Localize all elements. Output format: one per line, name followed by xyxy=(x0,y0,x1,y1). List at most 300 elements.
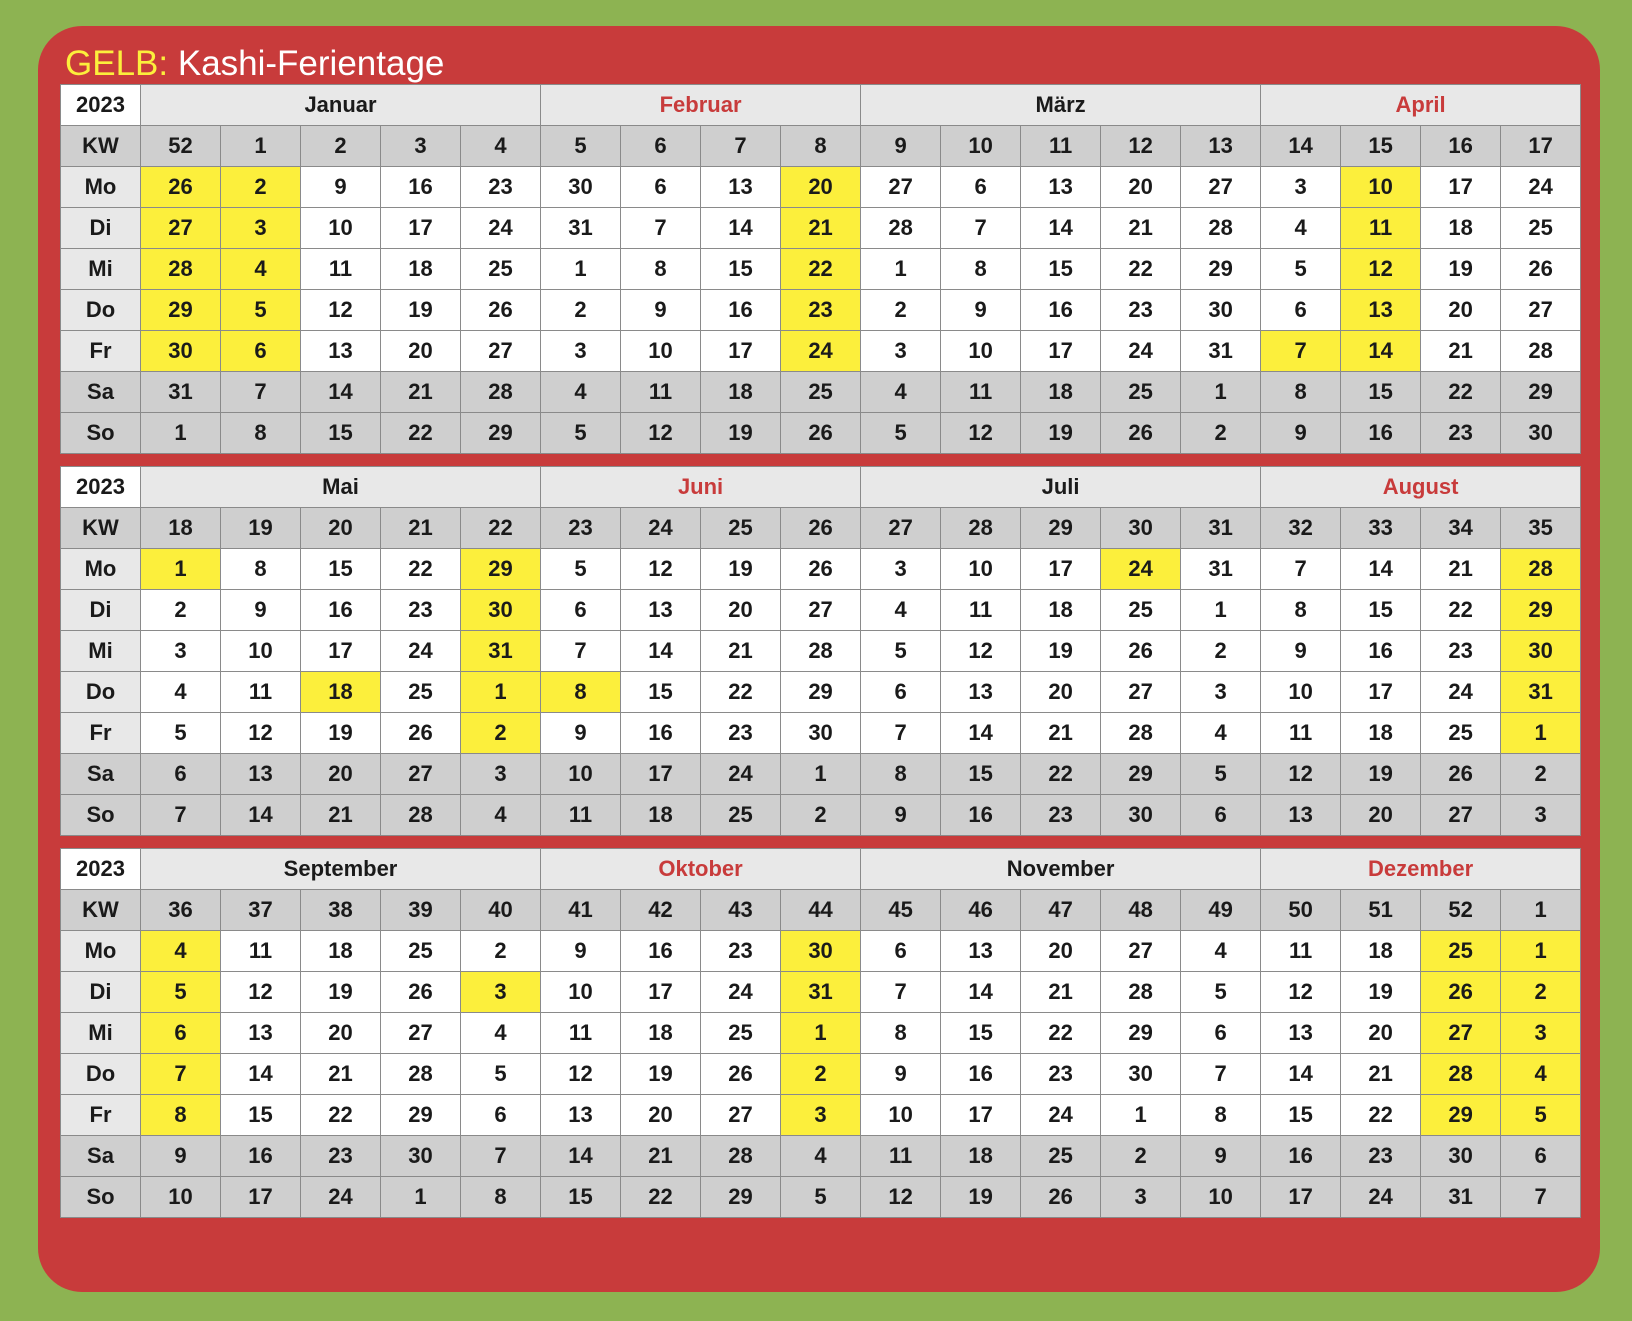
day-name: Fr xyxy=(61,331,141,372)
day-cell: 27 xyxy=(1421,795,1501,836)
month-header: Januar xyxy=(141,85,541,126)
day-cell: 3 xyxy=(861,331,941,372)
day-cell: 4 xyxy=(141,672,221,713)
day-cell: 20 xyxy=(1421,290,1501,331)
kw-label: KW xyxy=(61,508,141,549)
day-cell: 27 xyxy=(381,754,461,795)
week-number: 4 xyxy=(461,126,541,167)
week-number: 1 xyxy=(1501,890,1581,931)
day-cell: 23 xyxy=(1421,631,1501,672)
day-cell: 28 xyxy=(1181,208,1261,249)
day-cell: 11 xyxy=(621,372,701,413)
day-cell: 2 xyxy=(141,590,221,631)
holiday-day-cell: 29 xyxy=(141,290,221,331)
week-number: 6 xyxy=(621,126,701,167)
day-cell: 11 xyxy=(1261,931,1341,972)
week-number: 38 xyxy=(301,890,381,931)
day-cell: 14 xyxy=(541,1136,621,1177)
day-cell: 14 xyxy=(301,372,381,413)
day-cell: 17 xyxy=(1261,1177,1341,1218)
day-cell: 22 xyxy=(1021,1013,1101,1054)
day-cell: 25 xyxy=(381,672,461,713)
week-number: 21 xyxy=(381,508,461,549)
holiday-day-cell: 30 xyxy=(781,931,861,972)
day-cell: 28 xyxy=(1101,713,1181,754)
day-name: Sa xyxy=(61,372,141,413)
day-cell: 2 xyxy=(781,795,861,836)
week-number: 23 xyxy=(541,508,621,549)
week-number: 36 xyxy=(141,890,221,931)
day-cell: 1 xyxy=(381,1177,461,1218)
day-cell: 5 xyxy=(541,413,621,454)
day-name: Mo xyxy=(61,931,141,972)
day-cell: 6 xyxy=(461,1095,541,1136)
day-cell: 22 xyxy=(381,413,461,454)
day-cell: 22 xyxy=(701,672,781,713)
page-title xyxy=(65,40,444,88)
day-name: So xyxy=(61,413,141,454)
day-cell: 14 xyxy=(621,631,701,672)
day-cell: 27 xyxy=(381,1013,461,1054)
week-number: 25 xyxy=(701,508,781,549)
holiday-day-cell: 4 xyxy=(1501,1054,1581,1095)
day-cell: 3 xyxy=(1101,1177,1181,1218)
day-cell: 17 xyxy=(301,631,381,672)
day-cell: 26 xyxy=(381,972,461,1013)
day-cell: 15 xyxy=(541,1177,621,1218)
day-cell: 28 xyxy=(781,631,861,672)
day-cell: 31 xyxy=(1181,331,1261,372)
day-cell: 3 xyxy=(1181,672,1261,713)
day-cell: 16 xyxy=(1021,290,1101,331)
holiday-day-cell: 5 xyxy=(221,290,301,331)
day-cell: 1 xyxy=(141,413,221,454)
week-number: 9 xyxy=(861,126,941,167)
day-cell: 7 xyxy=(461,1136,541,1177)
day-cell: 20 xyxy=(1341,795,1421,836)
week-number: 49 xyxy=(1181,890,1261,931)
day-cell: 29 xyxy=(1181,249,1261,290)
day-name: Fr xyxy=(61,1095,141,1136)
day-cell: 15 xyxy=(301,549,381,590)
day-cell: 14 xyxy=(701,208,781,249)
day-cell: 16 xyxy=(621,931,701,972)
holiday-day-cell: 22 xyxy=(781,249,861,290)
day-cell: 31 xyxy=(541,208,621,249)
day-cell: 9 xyxy=(1261,413,1341,454)
holiday-day-cell: 1 xyxy=(141,549,221,590)
day-name: Di xyxy=(61,972,141,1013)
day-cell: 14 xyxy=(1021,208,1101,249)
holiday-day-cell: 30 xyxy=(1501,631,1581,672)
holiday-day-cell: 21 xyxy=(781,208,861,249)
day-cell: 16 xyxy=(1341,413,1421,454)
week-number: 15 xyxy=(1341,126,1421,167)
week-number: 20 xyxy=(301,508,381,549)
week-number: 3 xyxy=(381,126,461,167)
day-cell: 13 xyxy=(941,672,1021,713)
day-cell: 26 xyxy=(1101,631,1181,672)
day-cell: 4 xyxy=(781,1136,861,1177)
day-cell: 4 xyxy=(1181,713,1261,754)
day-name: Fr xyxy=(61,713,141,754)
day-cell: 13 xyxy=(541,1095,621,1136)
day-cell: 27 xyxy=(701,1095,781,1136)
day-cell: 22 xyxy=(1421,590,1501,631)
day-cell: 4 xyxy=(861,372,941,413)
day-cell: 18 xyxy=(621,1013,701,1054)
week-number: 29 xyxy=(1021,508,1101,549)
day-cell: 28 xyxy=(1501,331,1581,372)
day-cell: 15 xyxy=(301,413,381,454)
day-cell: 25 xyxy=(1101,372,1181,413)
week-number: 7 xyxy=(701,126,781,167)
week-number: 12 xyxy=(1101,126,1181,167)
day-cell: 12 xyxy=(221,972,301,1013)
day-cell: 30 xyxy=(1421,1136,1501,1177)
day-cell: 14 xyxy=(1261,1054,1341,1095)
holiday-day-cell: 6 xyxy=(141,1013,221,1054)
day-cell: 21 xyxy=(381,372,461,413)
holiday-day-cell: 1 xyxy=(461,672,541,713)
holiday-day-cell: 14 xyxy=(1341,331,1421,372)
day-cell: 1 xyxy=(861,249,941,290)
day-cell: 12 xyxy=(621,549,701,590)
day-cell: 26 xyxy=(1501,249,1581,290)
month-header: April xyxy=(1261,85,1581,126)
day-cell: 24 xyxy=(701,754,781,795)
day-cell: 24 xyxy=(381,631,461,672)
day-cell: 21 xyxy=(1101,208,1181,249)
day-cell: 4 xyxy=(461,795,541,836)
day-cell: 6 xyxy=(861,931,941,972)
day-cell: 31 xyxy=(1181,549,1261,590)
day-cell: 30 xyxy=(1101,795,1181,836)
day-cell: 9 xyxy=(541,931,621,972)
day-cell: 21 xyxy=(1021,972,1101,1013)
day-cell: 5 xyxy=(461,1054,541,1095)
day-cell: 22 xyxy=(621,1177,701,1218)
day-cell: 5 xyxy=(1261,249,1341,290)
day-cell: 12 xyxy=(221,713,301,754)
day-cell: 16 xyxy=(301,590,381,631)
day-cell: 18 xyxy=(1021,372,1101,413)
holiday-day-cell: 7 xyxy=(141,1054,221,1095)
holiday-day-cell: 13 xyxy=(1341,290,1421,331)
day-cell: 9 xyxy=(141,1136,221,1177)
holiday-day-cell: 31 xyxy=(461,631,541,672)
day-cell: 12 xyxy=(301,290,381,331)
holiday-day-cell: 26 xyxy=(1421,972,1501,1013)
day-cell: 13 xyxy=(221,754,301,795)
holiday-day-cell: 29 xyxy=(461,549,541,590)
day-cell: 11 xyxy=(1261,713,1341,754)
calendar-block xyxy=(60,848,1581,1218)
day-cell: 18 xyxy=(1021,590,1101,631)
day-cell: 21 xyxy=(301,795,381,836)
month-header: Oktober xyxy=(541,849,861,890)
day-cell: 27 xyxy=(461,331,541,372)
day-cell: 11 xyxy=(541,795,621,836)
calendar-block xyxy=(60,84,1581,454)
day-cell: 27 xyxy=(781,590,861,631)
holiday-day-cell: 20 xyxy=(781,167,861,208)
day-cell: 20 xyxy=(701,590,781,631)
day-cell: 10 xyxy=(941,549,1021,590)
day-cell: 7 xyxy=(221,372,301,413)
week-number: 34 xyxy=(1421,508,1501,549)
day-cell: 16 xyxy=(941,1054,1021,1095)
day-cell: 19 xyxy=(1341,972,1421,1013)
day-cell: 8 xyxy=(621,249,701,290)
day-cell: 19 xyxy=(1341,754,1421,795)
day-cell: 29 xyxy=(701,1177,781,1218)
day-cell: 1 xyxy=(541,249,621,290)
day-cell: 26 xyxy=(781,549,861,590)
day-cell: 11 xyxy=(541,1013,621,1054)
day-cell: 10 xyxy=(221,631,301,672)
day-cell: 8 xyxy=(221,413,301,454)
day-cell: 21 xyxy=(301,1054,381,1095)
holiday-day-cell: 5 xyxy=(1501,1095,1581,1136)
day-cell: 19 xyxy=(1421,249,1501,290)
holiday-day-cell: 29 xyxy=(1501,590,1581,631)
day-cell: 7 xyxy=(861,972,941,1013)
day-cell: 28 xyxy=(381,795,461,836)
day-cell: 15 xyxy=(1021,249,1101,290)
holiday-day-cell: 2 xyxy=(1501,972,1581,1013)
day-cell: 26 xyxy=(381,713,461,754)
week-number: 16 xyxy=(1421,126,1501,167)
day-cell: 19 xyxy=(621,1054,701,1095)
day-cell: 28 xyxy=(381,1054,461,1095)
day-cell: 15 xyxy=(1341,372,1421,413)
title-highlight: GELB xyxy=(65,44,159,83)
week-number: 10 xyxy=(941,126,1021,167)
year-label: 2023 xyxy=(61,467,141,508)
week-number: 47 xyxy=(1021,890,1101,931)
day-cell: 22 xyxy=(1421,372,1501,413)
day-cell: 28 xyxy=(1101,972,1181,1013)
holiday-day-cell: 28 xyxy=(141,249,221,290)
day-cell: 8 xyxy=(861,754,941,795)
day-cell: 17 xyxy=(1021,549,1101,590)
day-cell: 14 xyxy=(941,713,1021,754)
day-cell: 6 xyxy=(941,167,1021,208)
day-cell: 24 xyxy=(1421,672,1501,713)
day-cell: 2 xyxy=(1181,413,1261,454)
day-cell: 6 xyxy=(1261,290,1341,331)
day-cell: 10 xyxy=(301,208,381,249)
day-cell: 6 xyxy=(1181,795,1261,836)
day-name: Di xyxy=(61,208,141,249)
calendar-panel xyxy=(38,26,1600,1292)
week-number: 17 xyxy=(1501,126,1581,167)
day-cell: 2 xyxy=(1101,1136,1181,1177)
day-cell: 3 xyxy=(1501,795,1581,836)
day-cell: 3 xyxy=(1261,167,1341,208)
day-cell: 7 xyxy=(141,795,221,836)
week-number: 14 xyxy=(1261,126,1341,167)
day-cell: 19 xyxy=(701,549,781,590)
day-cell: 16 xyxy=(941,795,1021,836)
day-cell: 6 xyxy=(541,590,621,631)
day-name: Mi xyxy=(61,631,141,672)
day-cell: 30 xyxy=(381,1136,461,1177)
day-cell: 30 xyxy=(541,167,621,208)
week-number: 18 xyxy=(141,508,221,549)
holiday-day-cell: 8 xyxy=(541,672,621,713)
day-cell: 23 xyxy=(1421,413,1501,454)
week-number: 24 xyxy=(621,508,701,549)
day-cell: 16 xyxy=(621,713,701,754)
kw-label: KW xyxy=(61,126,141,167)
day-cell: 6 xyxy=(861,672,941,713)
day-cell: 17 xyxy=(381,208,461,249)
month-header: Februar xyxy=(541,85,861,126)
day-cell: 20 xyxy=(381,331,461,372)
day-cell: 31 xyxy=(1421,1177,1501,1218)
day-cell: 22 xyxy=(381,549,461,590)
day-cell: 9 xyxy=(621,290,701,331)
day-cell: 29 xyxy=(381,1095,461,1136)
day-cell: 25 xyxy=(461,249,541,290)
day-cell: 18 xyxy=(941,1136,1021,1177)
holiday-day-cell: 24 xyxy=(1101,549,1181,590)
day-cell: 8 xyxy=(1261,372,1341,413)
day-cell: 26 xyxy=(1101,413,1181,454)
holiday-day-cell: 26 xyxy=(141,167,221,208)
holiday-day-cell: 28 xyxy=(1501,549,1581,590)
day-cell: 14 xyxy=(941,972,1021,1013)
day-cell: 8 xyxy=(461,1177,541,1218)
day-cell: 11 xyxy=(941,372,1021,413)
holiday-day-cell: 30 xyxy=(141,331,221,372)
day-cell: 23 xyxy=(1021,1054,1101,1095)
holiday-day-cell: 3 xyxy=(1501,1013,1581,1054)
holiday-day-cell: 24 xyxy=(781,331,861,372)
holiday-day-cell: 27 xyxy=(141,208,221,249)
day-cell: 19 xyxy=(1021,413,1101,454)
day-cell: 21 xyxy=(621,1136,701,1177)
day-cell: 26 xyxy=(701,1054,781,1095)
day-cell: 24 xyxy=(301,1177,381,1218)
day-cell: 27 xyxy=(1501,290,1581,331)
day-name: Mo xyxy=(61,549,141,590)
day-cell: 21 xyxy=(701,631,781,672)
week-number: 28 xyxy=(941,508,1021,549)
day-cell: 4 xyxy=(861,590,941,631)
day-cell: 5 xyxy=(861,413,941,454)
holiday-day-cell: 12 xyxy=(1341,249,1421,290)
day-cell: 18 xyxy=(1341,713,1421,754)
holiday-day-cell: 23 xyxy=(781,290,861,331)
day-cell: 9 xyxy=(861,1054,941,1095)
day-cell: 25 xyxy=(781,372,861,413)
day-cell: 25 xyxy=(381,931,461,972)
day-cell: 20 xyxy=(301,754,381,795)
day-cell: 25 xyxy=(1101,590,1181,631)
day-cell: 30 xyxy=(1501,413,1581,454)
day-cell: 26 xyxy=(781,413,861,454)
month-header: Juni xyxy=(541,467,861,508)
day-cell: 16 xyxy=(1341,631,1421,672)
day-cell: 30 xyxy=(1101,1054,1181,1095)
week-number: 44 xyxy=(781,890,861,931)
day-cell: 12 xyxy=(941,413,1021,454)
week-number: 8 xyxy=(781,126,861,167)
day-cell: 9 xyxy=(1181,1136,1261,1177)
day-cell: 4 xyxy=(461,1013,541,1054)
day-name: Do xyxy=(61,1054,141,1095)
day-cell: 18 xyxy=(1421,208,1501,249)
week-number: 40 xyxy=(461,890,541,931)
day-cell: 14 xyxy=(1341,549,1421,590)
day-cell: 3 xyxy=(541,331,621,372)
day-cell: 1 xyxy=(1101,1095,1181,1136)
day-cell: 10 xyxy=(1261,672,1341,713)
day-cell: 17 xyxy=(1421,167,1501,208)
month-header: Mai xyxy=(141,467,541,508)
day-cell: 19 xyxy=(941,1177,1021,1218)
day-cell: 17 xyxy=(221,1177,301,1218)
day-cell: 20 xyxy=(621,1095,701,1136)
day-cell: 3 xyxy=(141,631,221,672)
day-cell: 17 xyxy=(621,972,701,1013)
holiday-day-cell: 11 xyxy=(1341,208,1421,249)
day-cell: 3 xyxy=(461,754,541,795)
day-cell: 27 xyxy=(861,167,941,208)
day-cell: 11 xyxy=(941,590,1021,631)
day-cell: 1 xyxy=(1181,372,1261,413)
day-cell: 13 xyxy=(1021,167,1101,208)
day-cell: 9 xyxy=(541,713,621,754)
week-number: 26 xyxy=(781,508,861,549)
week-number: 33 xyxy=(1341,508,1421,549)
day-cell: 23 xyxy=(701,931,781,972)
day-cell: 15 xyxy=(221,1095,301,1136)
day-cell: 16 xyxy=(381,167,461,208)
day-cell: 10 xyxy=(541,972,621,1013)
day-cell: 24 xyxy=(701,972,781,1013)
day-cell: 25 xyxy=(1501,208,1581,249)
holiday-day-cell: 2 xyxy=(781,1054,861,1095)
day-cell: 17 xyxy=(941,1095,1021,1136)
day-cell: 27 xyxy=(1101,672,1181,713)
day-cell: 26 xyxy=(1021,1177,1101,1218)
day-cell: 11 xyxy=(301,249,381,290)
day-cell: 2 xyxy=(1501,754,1581,795)
day-cell: 23 xyxy=(381,590,461,631)
day-cell: 2 xyxy=(541,290,621,331)
day-cell: 23 xyxy=(461,167,541,208)
week-number: 22 xyxy=(461,508,541,549)
year-label: 2023 xyxy=(61,849,141,890)
day-cell: 21 xyxy=(1341,1054,1421,1095)
day-cell: 20 xyxy=(1101,167,1181,208)
day-cell: 25 xyxy=(701,795,781,836)
day-cell: 8 xyxy=(941,249,1021,290)
day-cell: 20 xyxy=(1341,1013,1421,1054)
day-name: Mo xyxy=(61,167,141,208)
day-cell: 11 xyxy=(221,672,301,713)
day-cell: 22 xyxy=(301,1095,381,1136)
day-cell: 24 xyxy=(1021,1095,1101,1136)
day-name: Mi xyxy=(61,1013,141,1054)
holiday-day-cell: 3 xyxy=(781,1095,861,1136)
holiday-day-cell: 1 xyxy=(781,1013,861,1054)
day-cell: 29 xyxy=(781,672,861,713)
